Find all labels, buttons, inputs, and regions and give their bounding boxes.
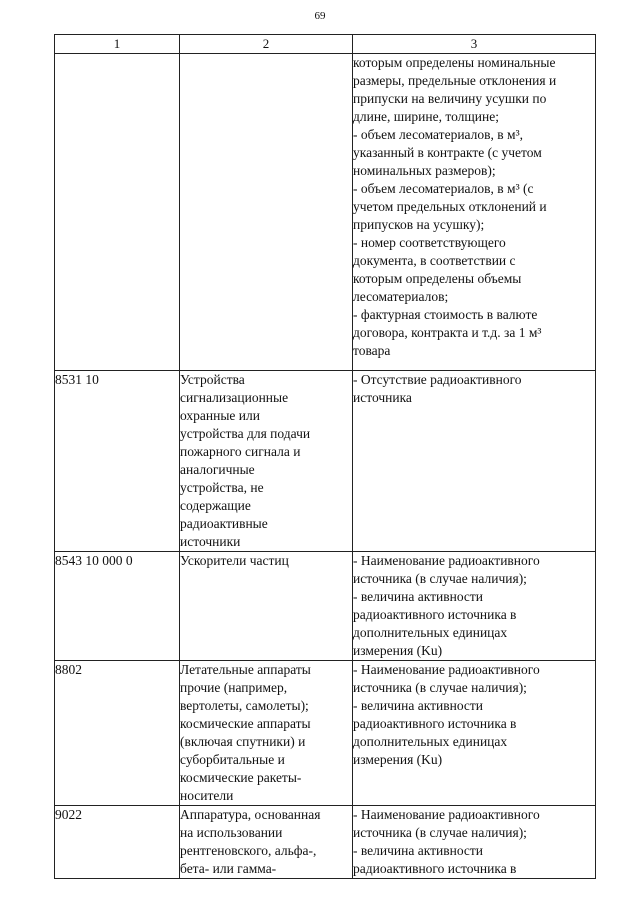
description-line: на использовании xyxy=(180,825,283,840)
requirement-line: источника xyxy=(353,390,412,405)
requirements-cell xyxy=(353,54,596,371)
requirements-cell xyxy=(353,661,596,806)
description-line: суборбитальные и xyxy=(180,752,285,767)
description-line: устройства, не xyxy=(180,480,264,495)
description-line: космические ракеты- xyxy=(180,770,302,785)
code-cell xyxy=(55,371,180,552)
requirement-line: - величина активности xyxy=(353,589,484,604)
description-line: радиоактивные xyxy=(180,516,268,531)
requirement-line: номинальных размеров); xyxy=(353,163,496,178)
description-line: Аппаратура, основанная xyxy=(180,807,321,822)
table-row xyxy=(55,806,596,879)
requirement-line: - объем лесоматериалов, в м³, xyxy=(353,127,523,142)
column-header-2: 2 xyxy=(180,35,353,54)
requirement-line: радиоактивного источника в xyxy=(353,861,517,876)
commodity-requirements-table xyxy=(54,34,596,879)
requirement-line: источника (в случае наличия); xyxy=(353,571,527,586)
requirement-line: которым определены объемы xyxy=(353,271,522,286)
commodity-code: 9022 xyxy=(55,807,82,822)
requirement-line: лесоматериалов; xyxy=(353,289,449,304)
description-line: Устройства xyxy=(180,372,245,387)
code-cell xyxy=(55,552,180,661)
commodity-code: 8802 xyxy=(55,662,82,677)
requirement-line: радиоактивного источника в xyxy=(353,716,517,731)
table-row xyxy=(55,552,596,661)
description-line: (включая спутники) и xyxy=(180,734,306,749)
requirement-line: - Наименование радиоактивного xyxy=(353,662,540,677)
requirement-line: размеры, предельные отклонения и xyxy=(353,73,557,88)
requirement-line: - величина активности xyxy=(353,698,484,713)
description-line: охранные или xyxy=(180,408,260,423)
requirement-line: - величина активности xyxy=(353,843,484,858)
requirement-line: источника (в случае наличия); xyxy=(353,680,527,695)
description-cell xyxy=(180,661,353,806)
requirement-line: - Отсутствие радиоактивного xyxy=(353,372,522,387)
requirement-line: измерения (Ku) xyxy=(353,752,443,767)
description-line: космические аппараты xyxy=(180,716,311,731)
requirement-line: которым определены номинальные xyxy=(353,55,556,70)
requirement-line: измерения (Ku) xyxy=(353,643,443,658)
code-cell xyxy=(55,806,180,879)
page-number: 69 xyxy=(314,10,326,22)
description-line: устройства для подачи xyxy=(180,426,311,441)
header-row xyxy=(55,35,596,54)
description-line: аналогичные xyxy=(180,462,255,477)
requirements-cell xyxy=(353,806,596,879)
table-row xyxy=(55,54,596,371)
requirement-line: дополнительных единицах xyxy=(353,625,508,640)
description-cell xyxy=(180,806,353,879)
requirement-line: - Наименование радиоактивного xyxy=(353,807,540,822)
commodity-code: 8531 10 xyxy=(55,372,99,387)
requirement-line: - объем лесоматериалов, в м³ (с xyxy=(353,181,534,196)
table-row xyxy=(55,661,596,806)
column-header-1: 1 xyxy=(55,35,180,54)
code-cell xyxy=(55,54,180,371)
requirement-line: источника (в случае наличия); xyxy=(353,825,527,840)
table-row xyxy=(55,371,596,552)
description-line: прочие (например, xyxy=(180,680,288,695)
description-line: бета- или гамма- xyxy=(180,861,277,876)
requirement-line: товара xyxy=(353,343,391,358)
description-line: пожарного сигнала и xyxy=(180,444,301,459)
requirement-line: - фактурная стоимость в валюте xyxy=(353,307,538,322)
requirement-line: договора, контракта и т.д. за 1 м³ xyxy=(353,325,542,340)
table-body xyxy=(55,54,596,879)
description-line: Ускорители частиц xyxy=(180,553,289,568)
description-line: источники xyxy=(180,534,241,549)
commodity-code: 8543 10 000 0 xyxy=(55,553,133,568)
description-cell xyxy=(180,552,353,661)
requirements-cell xyxy=(353,371,596,552)
requirement-line: указанный в контракте (с учетом xyxy=(353,145,542,160)
description-cell xyxy=(180,54,353,371)
requirement-line: дополнительных единицах xyxy=(353,734,508,749)
requirement-line: припусков на усушку); xyxy=(353,217,485,232)
description-line: вертолеты, самолеты); xyxy=(180,698,309,713)
requirement-line: - номер соответствующего xyxy=(353,235,506,250)
description-line: содержащие xyxy=(180,498,251,513)
requirement-line: длине, ширине, толщине; xyxy=(353,109,499,124)
requirement-line: - Наименование радиоактивного xyxy=(353,553,540,568)
requirement-line: припуски на величину усушки по xyxy=(353,91,547,106)
requirement-line: радиоактивного источника в xyxy=(353,607,517,622)
description-line: носители xyxy=(180,788,234,803)
requirements-cell xyxy=(353,552,596,661)
description-line: Летательные аппараты xyxy=(180,662,311,677)
requirement-line: документа, в соответствии с xyxy=(353,253,516,268)
requirement-line: учетом предельных отклонений и xyxy=(353,199,547,214)
description-cell xyxy=(180,371,353,552)
description-line: рентгеновского, альфа-, xyxy=(180,843,317,858)
description-line: сигнализационные xyxy=(180,390,289,405)
column-header-3: 3 xyxy=(353,35,596,54)
code-cell xyxy=(55,661,180,806)
